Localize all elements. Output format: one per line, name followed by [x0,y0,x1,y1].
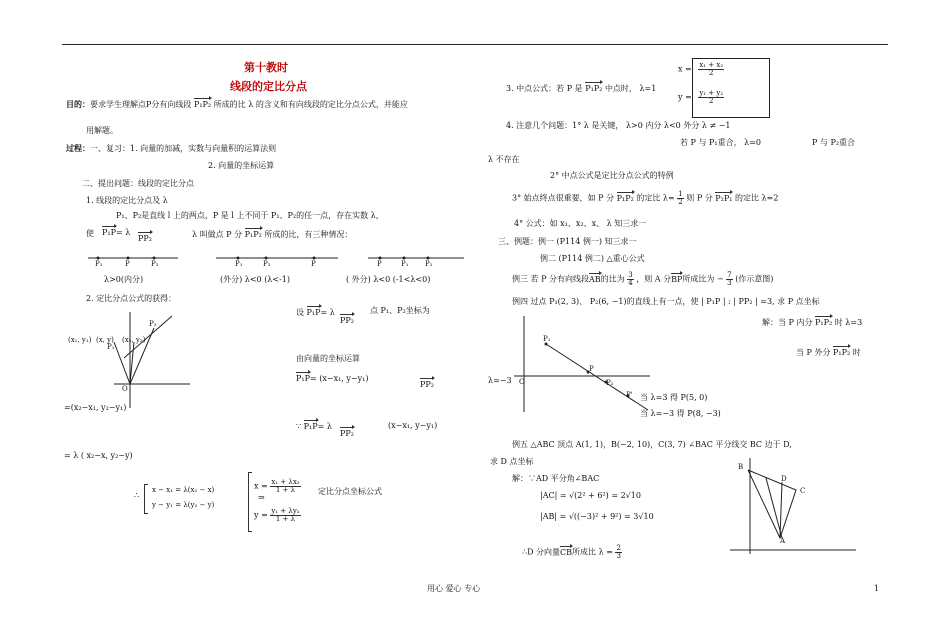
formula-title: 2. 定比分点公式的获得： [86,294,177,303]
example-5b: 求 D 点坐标 [490,457,534,466]
definition-title: 1. 线段的定比分点及 λ [86,196,168,205]
tri-a: A [780,537,786,545]
note-title: 4. 注意几个问题：1° λ 是关键， λ>0 内分 λ<0 外分 λ ≠ −1 [506,121,731,130]
tri-b: B [738,463,744,471]
diagram-p1-top: P₂ [149,320,157,328]
final-eq: = λ ( x₂−x, y₂−y) [64,451,133,460]
make-line: 使 [86,229,94,238]
vector-pp2: PP₂ [138,234,152,243]
solution5-c: ∴D 分向量CB所成比 λ = $\frac{2}{3}$ [522,544,621,560]
triangle-diagram [730,458,860,558]
ac-length: |AC| = √(2² + 6²) = 2√10 [540,491,641,500]
lambda-called: λ 叫做点 P 分 P₁P₂ 所成的比，有三种情况： [192,230,353,239]
diagram-coord1: (x₁, y₁) [68,336,92,344]
section-2: 二、提出问题：线段的定比分点 [82,179,194,188]
vector-p1p: P₁P= λ [102,228,131,237]
result-brace [248,472,252,532]
ex4-result2: 当 λ=−3 得 P(8, −3) [640,409,721,418]
note-3: 3° 始点终点很重要，如 P 分 P₁P₂ 的定比 λ= $\frac{1}{2}$ 则 P 分 P₂P₁ 的定比 λ=2 [512,190,779,206]
top-rule [62,44,888,45]
note-c: λ 不存在 [488,155,520,164]
case-lines [88,250,468,270]
diagram-p1: P₁ [107,343,115,351]
ex4-result1: 当 λ=3 得 P(5, 0) [640,393,708,402]
result-y: y = $\frac{\text{y₁ + λy₂}}{1 + \lambda}$ [254,507,300,523]
tri-d: D [781,475,787,483]
goal-line: 目的：要求学生理解点P分有向线段 P₁P₂ 所成的比 λ 的含义和有向线段的定比分点公式，并能应 [66,99,408,109]
because-line: ∵ P₁P= λ [296,422,332,431]
result-x: x = $\frac{\text{x₁ + λx₂}}{1 + \lambda}$ [254,478,300,494]
case2-label: (外分) λ<0 (λ<-1) [220,275,290,284]
ex4-p: P [589,365,594,373]
therefore: ∴ [134,491,140,500]
system-brace [144,484,148,514]
definition-text: P₁、P₂是直线 l 上的两点，P 是 l 上不同于 P₁、P₂的任一点，存在实数 λ， [116,211,384,220]
page-subtitle: 线段的定比分点 [230,80,307,93]
goal-line-2: 用解题。 [86,126,118,135]
formula-name: 定比分点坐标公式 [318,487,382,496]
set-tail: 点 P₁、P₂坐标为 [370,306,430,315]
case3-p1: P₁ [401,260,409,268]
ex4-pprime: P' [626,391,633,399]
coord-pp2: PP₂ [420,380,434,389]
note-b: P 与 P₂重合 [812,138,856,147]
implies: ⇒ [258,493,265,502]
diagram-coord2: (x, y) [96,336,114,344]
system-eq2: y − y₁ = λ(y₂ − y) [152,501,215,509]
case3-p: P [377,260,382,268]
mid-x: x = $\frac{\text{x₁ + x₂}}{2}$ [678,61,724,77]
solution5-a: 解：∵AD 平分角∠BAC [512,474,600,483]
review-2: 2. 向量的坐标运算 [208,161,275,170]
ex4-origin: O [519,378,525,386]
solution-outer: 当 P 外分 P₁P₂ 时 [796,348,861,357]
mid-title: 3. 中点公式：若 P 是 P₁P₂ 中点时， λ=1 [506,84,657,93]
case1-label: λ>0(内分) [104,275,144,284]
because-pair: (x−x₁, y−y₁) [388,421,438,430]
page-number: 1 [874,584,880,593]
case1-p2: P₂ [151,260,159,268]
case1-p1: P₁ [95,260,103,268]
ex4-p2: P₂ [606,379,614,387]
footer-text: 用心 爱心 专心 [427,584,481,593]
note-4: 4° 公式：如 x₁、x₂、x、 λ 知三求一 [514,219,647,228]
tri-c: C [800,487,806,495]
case2-p: P [311,260,316,268]
note-a: 若 P 与 P₁重合， λ=0 [680,138,762,147]
case2-p1: P₁ [235,260,243,268]
page-title: 第十教时 [244,61,288,74]
examples-title: 三、例题：例一 (P114 例一) 知三求一 [498,237,637,246]
solution-inner: 解：当 P 内分 P₁P₂ 时 λ=3 [762,318,863,327]
ab-length: |AB| = √((−3)² + 9²) = 3√10 [540,512,654,521]
case3-p2: P₂ [425,260,433,268]
set-pp2: PP₂ [340,316,354,325]
example-3: 例三 若 P 分有向线段AB的比为 $\frac{3}{4}$ ，则 A 分BP所成比为 − $\frac{7}{3}$ (作示意图) [512,271,774,287]
system-eq1: x − x₁ = λ(x₂ − x) [152,486,215,494]
vector-p1p2: P₁P₂ [193,100,212,109]
example-2: 例二 (P114 例二) △重心公式 [540,254,645,263]
diagram-origin: O [122,385,128,393]
case1-p: P [125,260,130,268]
note-2: 2° 中点公式是定比分点公式的特例 [550,171,674,180]
coord-eq: P₁P= (x−x₁, y−y₁) [296,374,369,383]
mid-y: y = $\frac{\text{y₁ + y₂}}{2}$ [678,89,724,105]
because-pp2: PP₂ [340,429,354,438]
coord-op: 由向量的坐标运算 [296,354,360,363]
coord-eq2: =(x₂−x₁, y₂−y₁) [64,403,127,412]
ex4-p1: P₁ [543,335,551,343]
case3-label: ( 外分) λ<0 (-1<λ<0) [346,275,431,284]
ex4-lambda: λ=−3 [488,376,512,385]
process-line: 过程：一、复习：1. 向量的加减，实数与向量积的运算法则 [66,143,277,153]
example-4: 例四 过点 P₁(2, 3)、 P₂(6, −1)的直线上有一点，使 | P₁P | : | PP₂ | =3, 求 P 点坐标 [512,297,820,306]
diagram-coord3: (x₂, y₂) [122,336,146,344]
set-line: 设 P₁P= λ [296,308,335,317]
case2-p2: P₂ [263,260,271,268]
example-5: 例五 △ABC 顶点 A(1, 1)，B(−2, 10)，C(3, 7) ∠BAC 平分线交 BC 边于 D, [512,440,792,449]
